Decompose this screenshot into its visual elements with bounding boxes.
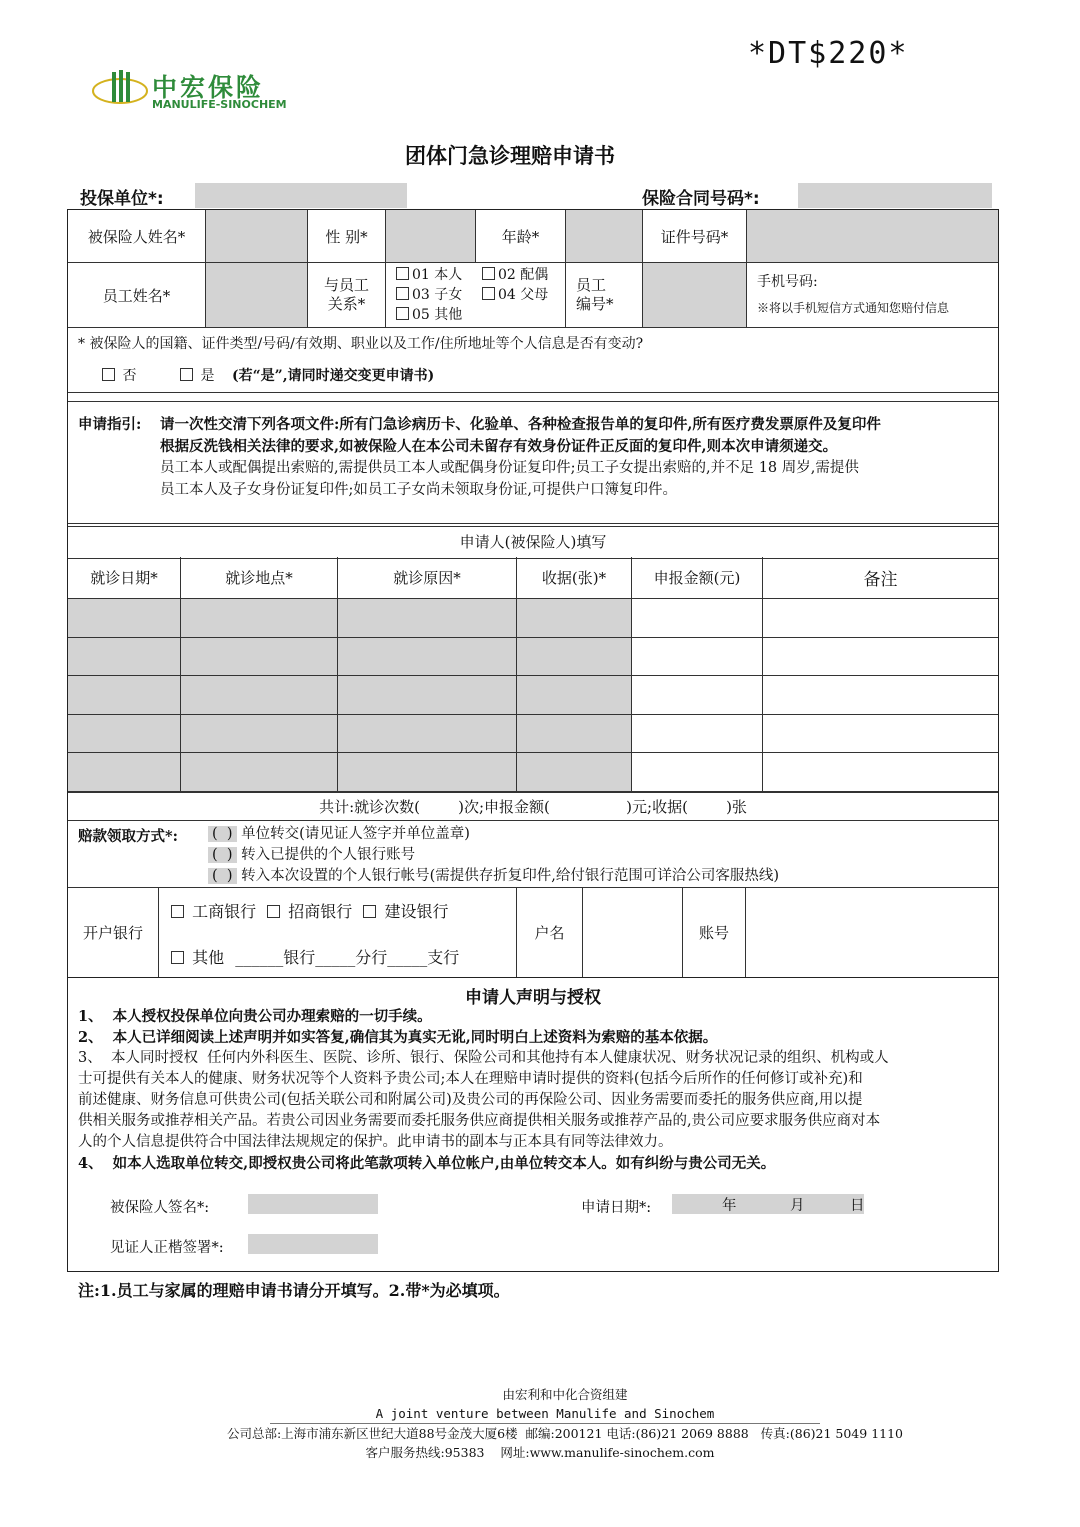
claim-cell[interactable] xyxy=(181,753,338,792)
application-guide xyxy=(68,401,998,527)
checkbox-icon[interactable] xyxy=(396,287,409,300)
insured-signature-field[interactable] xyxy=(248,1194,378,1214)
payment-opt-mark[interactable]: ( ) xyxy=(208,847,237,863)
employee-no-label-l2: 编号* xyxy=(576,295,614,313)
insured-name-field[interactable] xyxy=(206,210,308,263)
employer-label: 投保单位*: xyxy=(80,189,164,209)
id-number-field[interactable] xyxy=(747,210,998,263)
claim-cell[interactable] xyxy=(181,676,338,715)
decl-item-3b: 士可提供有关本人的健康、财务状况等个人资料予贵公司;本人在理赔申请时提供的资料(包括今后所作的任何修订或补充)和 xyxy=(78,1071,863,1087)
info-change-question: * 被保险人的国籍、证件类型/号码/有效期、职业以及工作/住所地址等个人信息是否有变动? xyxy=(78,336,644,352)
account-name-label: 户名 xyxy=(517,888,583,977)
payment-opt-existing-account[interactable]: ( ) 转入已提供的个人银行账号 xyxy=(208,845,415,866)
policy-field[interactable] xyxy=(798,183,992,208)
payment-method-section xyxy=(68,822,998,888)
checkbox-icon[interactable] xyxy=(267,905,280,918)
claim-cell[interactable] xyxy=(338,676,517,715)
claim-cell[interactable] xyxy=(517,753,632,792)
application-date-field[interactable] xyxy=(672,1194,864,1214)
insured-name-label: 被保险人姓名* xyxy=(68,210,206,263)
payment-opt-unit[interactable]: ( ) 单位转交(请见证人签字并单位盖章) xyxy=(208,824,470,845)
claim-cell[interactable] xyxy=(763,715,998,754)
col-visit-place: 就诊地点* xyxy=(181,557,338,599)
relation-label-l1: 与员工 xyxy=(323,276,369,294)
bank-opt-ccb[interactable]: 建设银行 xyxy=(363,902,448,921)
footer-line-2: A joint venture between Manulife and Sinochem xyxy=(270,1404,820,1424)
claim-cell[interactable] xyxy=(632,638,763,677)
footer-line-3: 公司总部:上海市浦东新区世纪大道88号金茂大厦6楼 邮编:200121 电话:(86)21 2069 8888 传真:(86)21 5049 1110 xyxy=(226,1426,904,1441)
employee-name-label: 员工姓名* xyxy=(68,263,206,328)
claim-cell[interactable] xyxy=(68,753,181,792)
checkbox-icon[interactable] xyxy=(482,267,495,280)
decl-item-3c: 前述健康、财务信息可供贵公司(包括关联公司和附属公司)及贵公司的再保险公司、因业务需要而委托的服务供应商,用以提 xyxy=(78,1092,863,1108)
bank-opt-icbc[interactable]: 工商银行 xyxy=(171,902,256,921)
claims-header-row xyxy=(68,557,998,599)
relation-opt-spouse[interactable]: 02 配偶 xyxy=(482,267,548,283)
checkbox-icon[interactable] xyxy=(171,951,184,964)
change-note: (若“是”,请同时递交变更申请书) xyxy=(232,368,435,384)
mobile-note: ※将以手机短信方式通知您赔付信息 xyxy=(757,301,950,315)
change-yes-option[interactable]: 是 xyxy=(180,365,214,385)
info-change-section xyxy=(68,328,998,393)
col-receipts: 收据(张)* xyxy=(517,557,632,599)
logo-en-text: MANULIFE-SINOCHEM xyxy=(152,98,287,111)
employee-no-label-l1: 员工 xyxy=(576,276,607,294)
logo-cn-text: 中宏保险 xyxy=(152,73,265,102)
relation-opt-child[interactable]: 03 子女 xyxy=(396,285,482,305)
claim-cell[interactable] xyxy=(181,715,338,754)
col-visit-date: 就诊日期* xyxy=(68,557,181,599)
payment-opt-mark[interactable]: ( ) xyxy=(208,826,237,842)
claims-total: 共计:就诊次数( )次;申报金额( )元;收据( )张 xyxy=(68,792,998,821)
relation-opt-self[interactable]: 01 本人 xyxy=(396,265,482,285)
application-date-label: 申请日期*: xyxy=(581,1200,652,1216)
claim-cell[interactable] xyxy=(632,753,763,792)
checkbox-icon[interactable] xyxy=(102,368,115,381)
declaration-section xyxy=(68,978,998,1270)
insured-signature-label: 被保险人签名*: xyxy=(110,1200,210,1216)
claim-cell[interactable] xyxy=(763,599,998,638)
col-amount: 申报金额(元) xyxy=(632,557,763,599)
checkbox-icon[interactable] xyxy=(171,905,184,918)
employee-no-label xyxy=(566,263,643,328)
guide-label: 申请指引: xyxy=(78,416,142,433)
checkbox-icon[interactable] xyxy=(482,287,495,300)
logo-icon xyxy=(90,66,150,116)
claim-cell[interactable] xyxy=(763,753,998,792)
relation-options xyxy=(386,263,566,328)
page-title: 团体门急诊理赔申请书 xyxy=(405,144,615,168)
mobile-label: 手机号码: xyxy=(757,274,818,290)
col-visit-reason: 就诊原因* xyxy=(338,557,517,599)
date-month: 月 xyxy=(790,1198,805,1214)
account-no-label: 账号 xyxy=(683,888,746,977)
account-name-field[interactable] xyxy=(583,888,683,977)
document-code: *DT$220* xyxy=(748,36,909,71)
claim-cell[interactable] xyxy=(68,638,181,677)
date-year: 年 xyxy=(722,1198,737,1214)
declaration-title: 申请人声明与授权 xyxy=(465,988,601,1008)
checkbox-icon[interactable] xyxy=(396,307,409,320)
payment-method-label: 赔款领取方式*: xyxy=(78,828,178,845)
relation-opt-parent[interactable]: 04 父母 xyxy=(482,287,548,303)
footer xyxy=(0,1385,1080,1465)
claim-cell[interactable] xyxy=(517,599,632,638)
claim-cell[interactable] xyxy=(338,753,517,792)
bank-opt-other[interactable]: 其他 xyxy=(171,948,224,967)
relation-label xyxy=(308,263,386,328)
claim-cell[interactable] xyxy=(338,715,517,754)
claims-section xyxy=(68,519,998,824)
decl-item-3e: 人的个人信息提供符合中国法律法规规定的保护。此申请书的副本与正本具有同等法律效力。 xyxy=(78,1134,673,1150)
guide-line-1: 请一次性交清下列各项文件:所有门急诊病历卡、化验单、各种检查报告单的复印件,所有医疗费发票原件及复印件 xyxy=(160,416,881,433)
claim-cell[interactable] xyxy=(517,715,632,754)
claim-cell[interactable] xyxy=(763,638,998,677)
bank-options xyxy=(159,888,517,977)
witness-signature-field[interactable] xyxy=(248,1234,378,1254)
account-no-field[interactable] xyxy=(746,888,998,977)
decl-item-3a: 3、 本人同时授权 任何内外科医生、医院、诊所、银行、保险公司和其他持有本人健康状况、财务状况记录的组织、机构或人 xyxy=(78,1050,889,1066)
checkbox-icon[interactable] xyxy=(180,368,193,381)
claim-cell[interactable] xyxy=(632,676,763,715)
payment-opt-mark[interactable]: ( ) xyxy=(208,868,237,884)
footer-line-1: 由宏利和中化合资组建 xyxy=(502,1387,628,1402)
date-day: 日 xyxy=(850,1198,865,1214)
claim-cell[interactable] xyxy=(68,599,181,638)
guide-line-3: 员工本人或配偶提出索赔的,需提供员工本人或配偶身份证复印件;员工子女提出索赔的,并不足 18 周岁,需提供 xyxy=(160,460,859,476)
company-logo xyxy=(90,66,290,118)
claim-cell[interactable] xyxy=(181,638,338,677)
bank-label: 开户银行 xyxy=(68,888,159,977)
decl-item-4: 4、 如本人选取单位转交,即授权贵公司将此笔款项转入单位帐户,由单位转交本人。如有纠纷与贵公司无关。 xyxy=(78,1155,776,1172)
guide-line-2: 根据反洗钱相关法律的要求,如被保险人在本公司未留存有效身份证件正反面的复印件,则本次申请须递交。 xyxy=(160,438,838,455)
claim-cell[interactable] xyxy=(763,676,998,715)
relation-opt-other[interactable]: 05 其他 xyxy=(396,307,462,323)
decl-item-1: 1、 本人授权投保单位向贵公司办理索赔的一切手续。 xyxy=(78,1008,432,1025)
gender-field[interactable] xyxy=(386,210,476,263)
relation-label-l2: 关系* xyxy=(327,295,366,313)
payment-opt-new-account[interactable]: ( ) 转入本次设置的个人银行帐号(需提供存折复印件,给付银行范围可详洽公司客服热线) xyxy=(208,866,779,887)
decl-item-2: 2、 本人已详细阅读上述声明并如实答复,确信其为真实无讹,同时明白上述资料为索赔的基本依据。 xyxy=(78,1029,718,1046)
decl-item-3d: 供相关服务或推荐相关产品。若贵公司因业务需要而委托服务供应商提供相关服务或推荐产品的,贵公司应要求服务供应商对本 xyxy=(78,1113,881,1129)
bank-opt-cmb[interactable]: 招商银行 xyxy=(267,902,352,921)
age-field[interactable] xyxy=(566,210,643,263)
footnote: 注:1.员工与家属的理赔申请书请分开填写。2.带*为必填项。 xyxy=(78,1281,510,1300)
employee-name-field[interactable] xyxy=(206,263,308,328)
witness-signature-label: 见证人正楷签署*: xyxy=(110,1240,224,1256)
claim-cell[interactable] xyxy=(338,599,517,638)
employee-no-field[interactable] xyxy=(643,263,747,328)
claim-cell[interactable] xyxy=(517,638,632,677)
checkbox-icon[interactable] xyxy=(363,905,376,918)
claim-cell[interactable] xyxy=(68,715,181,754)
change-no-option[interactable]: 否 xyxy=(102,365,136,385)
id-number-label: 证件号码* xyxy=(643,210,747,263)
footer-line-4: 客户服务热线:95383 网址:www.manulife-sinochem.com xyxy=(365,1445,715,1460)
checkbox-icon[interactable] xyxy=(396,267,409,280)
gender-label: 性 别* xyxy=(308,210,386,263)
personal-info-section xyxy=(68,210,998,328)
col-remarks: 备注 xyxy=(763,557,998,599)
claims-rows xyxy=(68,599,998,792)
claim-cell[interactable] xyxy=(338,638,517,677)
bank-section xyxy=(68,888,998,978)
claims-section-title: 申请人(被保险人)填写 xyxy=(68,523,998,559)
claim-cell[interactable] xyxy=(632,599,763,638)
employer-field[interactable] xyxy=(195,183,407,208)
claim-cell[interactable] xyxy=(68,676,181,715)
policy-label: 保险合同号码*: xyxy=(642,189,760,209)
claim-cell[interactable] xyxy=(632,715,763,754)
mobile-field[interactable] xyxy=(747,263,998,328)
guide-line-4: 员工本人及子女身份证复印件;如员工子女尚未领取身份证,可提供户口簿复印件。 xyxy=(160,482,677,498)
claim-cell[interactable] xyxy=(181,599,338,638)
age-label: 年龄* xyxy=(476,210,566,263)
claim-cell[interactable] xyxy=(517,676,632,715)
bank-other-fill[interactable]: ______银行_____分行_____支行 xyxy=(235,948,460,967)
